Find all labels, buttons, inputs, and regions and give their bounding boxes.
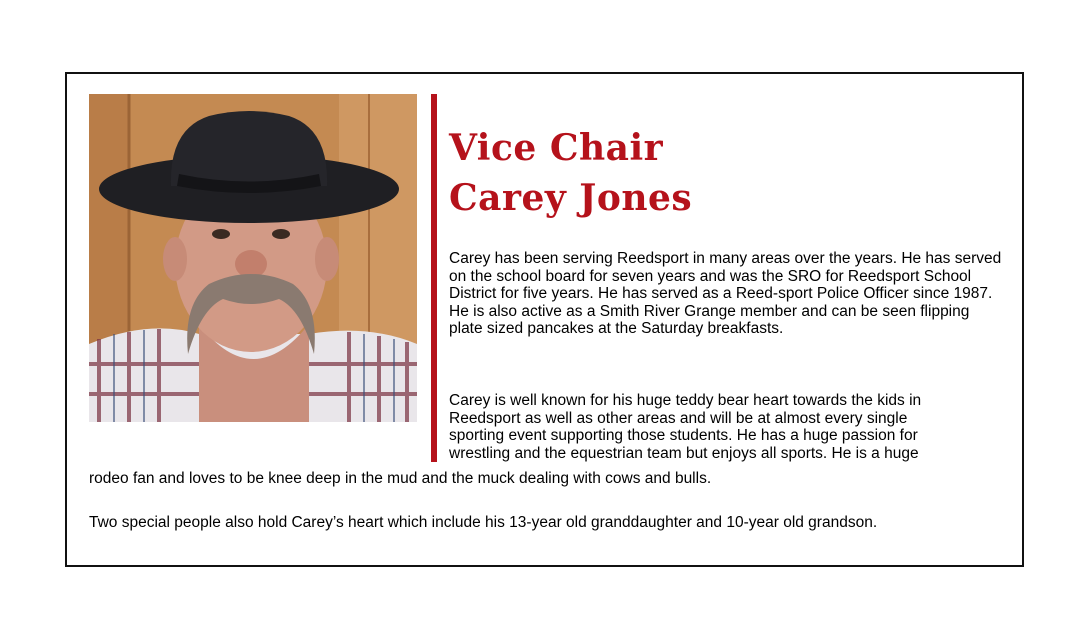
bio-paragraph-2-line: sporting event supporting those students. He has a huge passion for (449, 427, 918, 444)
accent-divider (431, 94, 437, 462)
role-title: Vice Chair (449, 127, 664, 169)
bio-paragraph-3: Two special people also hold Carey’s heart which include his 13-year old granddaughter and 10-year old grandson. (89, 514, 878, 531)
bio-paragraph-2-line: Reedsport as well as other areas and will be at almost every single (449, 409, 908, 427)
profile-photo (89, 94, 417, 422)
profile-heading (449, 123, 692, 223)
bio-paragraph-2-line: Carey is well known for his huge teddy bear heart towards the kids in (449, 392, 922, 409)
person-name: Carey Jones (449, 177, 693, 219)
bio-paragraph-2-tail: rodeo fan and loves to be knee deep in the mud and the muck dealing with cows and bulls. (89, 470, 712, 487)
bio-paragraph-2-line: wrestling and the equestrian team but enjoys all sports. He is a huge (449, 444, 919, 462)
bio-paragraph-1: Carey has been serving Reedsport in many areas over the years. He has served on the school board for seven years and was the SRO for Reedsport School District for five years. He has served as a Reed-sport Police Officer since 1987. He is also active as a Smith River Grange member and can be seen flipping plate sized pancakes at the Saturday breakfasts. (449, 250, 1002, 337)
bio-paragraph-2-head (449, 392, 1009, 462)
